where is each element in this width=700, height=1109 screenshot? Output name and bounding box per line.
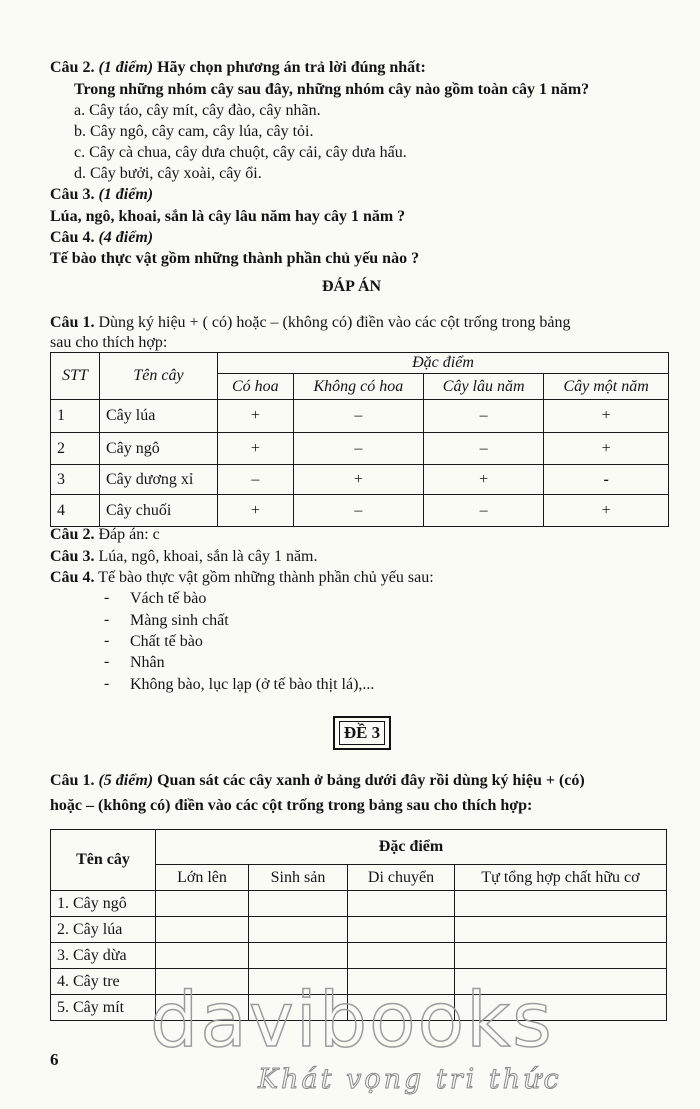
col-lon-len: Lớn lên	[156, 865, 249, 891]
q2-head: Câu 2.	[50, 59, 95, 76]
a2-text: Đáp án: c	[98, 526, 160, 543]
cell-name: Cây lúa	[100, 400, 218, 433]
a2-line	[50, 525, 160, 545]
cell-stt: 3	[51, 465, 100, 495]
col-name: Tên cây	[100, 353, 218, 400]
a4-head: Câu 4.	[50, 569, 95, 586]
a3-line	[50, 547, 318, 567]
cell-value: +	[218, 400, 294, 433]
de3-q1-line-1	[50, 771, 585, 791]
q4-points: (4 điểm)	[98, 229, 154, 246]
cell-value: +	[544, 495, 669, 527]
q2-points: (1 điểm)	[98, 59, 154, 76]
a1-line-1	[50, 313, 570, 333]
cell-value: –	[424, 495, 544, 527]
cell-value: +	[293, 465, 423, 495]
q2-option-a: a. Cây táo, cây mít, cây đào, cây nhãn.	[74, 102, 321, 119]
col-sinh-san: Sinh sản	[249, 865, 348, 891]
q3-text: Lúa, ngô, khoai, sắn là cây lâu năm hay cây 1 năm ?	[50, 208, 406, 225]
cell-name: 4. Cây tre	[51, 969, 156, 995]
watermark-logo: davibooks	[150, 975, 554, 1064]
q4-head: Câu 4.	[50, 229, 95, 246]
q2-option-d: d. Cây bưởi, cây xoài, cây ổi.	[74, 165, 262, 182]
q2-prompt: Trong những nhóm cây sau đây, những nhóm cây nào gồm toàn cây 1 năm?	[74, 81, 590, 98]
cell-value: +	[424, 465, 544, 495]
cell-value: –	[424, 433, 544, 465]
table-row	[51, 495, 669, 527]
cell-value: +	[544, 433, 669, 465]
col-co-hoa: Có hoa	[218, 374, 294, 400]
de3-title-box	[333, 716, 391, 750]
bullet-dash: -	[104, 653, 110, 670]
cell-value: –	[424, 400, 544, 433]
cell-stt: 1	[51, 400, 100, 433]
cell-value: –	[293, 400, 423, 433]
watermark-tagline: Khát vọng tri thức	[258, 1064, 562, 1095]
col-name: Tên cây	[51, 830, 156, 891]
a3-text: Lúa, ngô, khoai, sắn là cây 1 năm.	[98, 548, 318, 565]
cell-name: 2. Cây lúa	[51, 917, 156, 943]
table-row	[51, 917, 667, 943]
q2-option-b: b. Cây ngô, cây cam, cây lúa, cây tỏi.	[74, 123, 314, 140]
col-cay-mot-nam: Cây một năm	[544, 374, 669, 400]
cell-name: 5. Cây mít	[51, 995, 156, 1021]
cell-stt: 4	[51, 495, 100, 527]
de3-q1-points: (5 điểm)	[98, 772, 154, 789]
table-row	[51, 943, 667, 969]
q3-line	[50, 185, 153, 205]
table-row	[51, 433, 669, 465]
col-stt: STT	[51, 353, 100, 400]
table-row	[51, 465, 669, 495]
de3-q1-text-2: hoặc – (không có) điền vào các cột trống trong bảng sau cho thích hợp:	[50, 797, 533, 814]
cell-stt: 2	[51, 433, 100, 465]
cell-value: +	[218, 495, 294, 527]
col-khong-co-hoa: Không có hoa	[293, 374, 423, 400]
bullet-dash: -	[104, 611, 110, 628]
table-row	[51, 891, 667, 917]
q2-text: Hãy chọn phương án trả lời đúng nhất:	[157, 59, 426, 76]
cell-value: –	[293, 433, 423, 465]
q2-line	[50, 58, 426, 78]
bullet-dash: -	[104, 632, 110, 649]
col-di-chuyen: Di chuyển	[348, 865, 455, 891]
cell-value: -	[544, 465, 669, 495]
col-cay-lau-nam: Cây lâu năm	[424, 374, 544, 400]
table-row	[51, 400, 669, 433]
cell-name: 1. Cây ngô	[51, 891, 156, 917]
cell-value: +	[218, 433, 294, 465]
cell-name: Cây ngô	[100, 433, 218, 465]
page-number: 6	[50, 1050, 59, 1069]
a2-head: Câu 2.	[50, 526, 95, 543]
a1-head: Câu 1.	[50, 314, 95, 331]
col-tu-tong-hop: Tự tổng hợp chất hữu cơ	[455, 865, 667, 891]
cell-value: +	[544, 400, 669, 433]
a4-line	[50, 568, 434, 588]
list-item: Vách tế bào	[130, 590, 207, 607]
q3-head: Câu 3.	[50, 186, 95, 203]
list-item: Chất tế bào	[130, 633, 203, 650]
cell-value: –	[218, 465, 294, 495]
answer-table	[50, 352, 669, 527]
col-group: Đặc điểm	[218, 353, 669, 374]
q3-points: (1 điểm)	[98, 186, 154, 203]
cell-name: Cây dương xỉ	[100, 465, 218, 495]
list-item: Không bào, lục lạp (ở tế bào thịt lá),...	[130, 676, 375, 693]
cell-name: 3. Cây dừa	[51, 943, 156, 969]
a1-text-1: Dùng ký hiệu + ( có) hoặc – (không có) điền vào các cột trống trong bảng	[98, 314, 571, 331]
col-group: Đặc điểm	[156, 830, 667, 865]
cell-name: Cây chuối	[100, 495, 218, 527]
a3-head: Câu 3.	[50, 548, 95, 565]
answers-title: ĐÁP ÁN	[322, 278, 382, 295]
list-item: Màng sinh chất	[130, 612, 229, 629]
bullet-dash: -	[104, 589, 110, 606]
de3-title: ĐỀ 3	[339, 721, 385, 745]
q2-option-c: c. Cây cà chua, cây dưa chuột, cây cải, cây dưa hấu.	[74, 144, 407, 161]
de3-q1-head: Câu 1.	[50, 772, 95, 789]
a4-text: Tế bào thực vật gồm những thành phần chủ yếu sau:	[98, 569, 434, 586]
de3-q1-text-1: Quan sát các cây xanh ở bảng dưới đây rồi dùng ký hiệu + (có)	[157, 772, 585, 789]
q4-text: Tế bào thực vật gồm những thành phần chủ yếu nào ?	[50, 250, 420, 267]
cell-value: –	[293, 495, 423, 527]
list-item: Nhân	[130, 654, 165, 671]
a1-text-2: sau cho thích hợp:	[50, 334, 168, 351]
q4-line	[50, 228, 153, 248]
bullet-dash: -	[104, 675, 110, 692]
